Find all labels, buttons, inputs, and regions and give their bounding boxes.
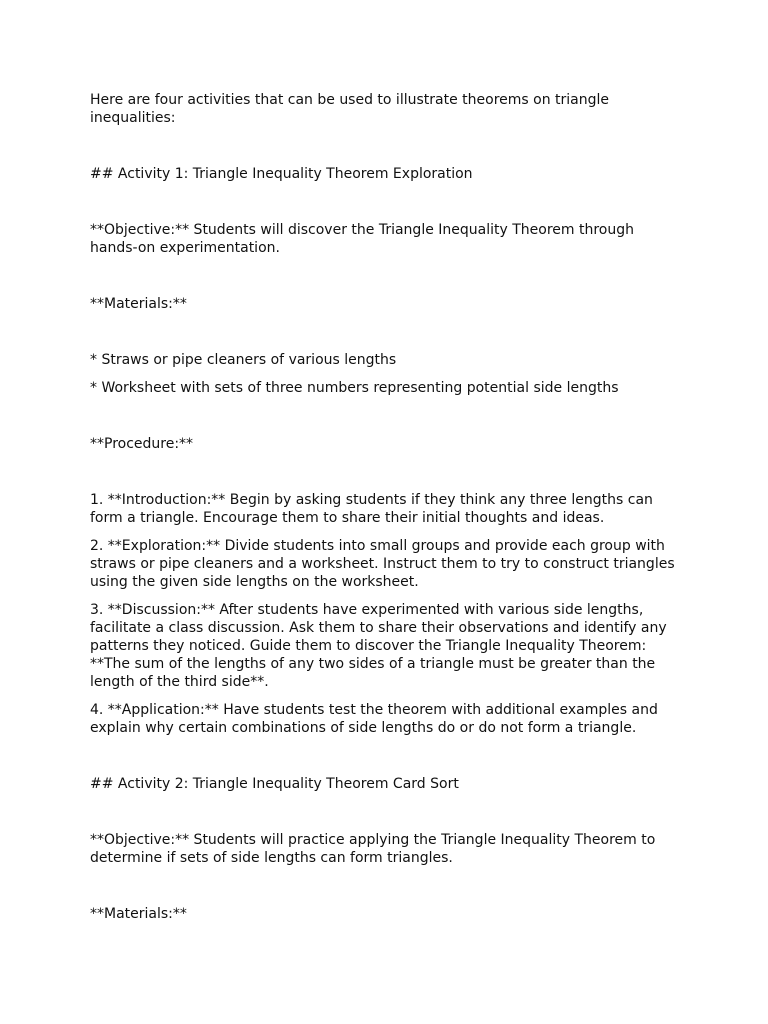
activity2-objective: **Objective:** Students will practice applying the Triangle Inequality Theorem to determine if sets of side lengths can form triangles.: [90, 832, 656, 866]
activity1-step: 2. **Exploration:** Divide students into small groups and provide each group with straws or pipe cleaners and a worksheet. Instruct them to try to construct triangles using the given side lengths on the worksheet.: [90, 538, 675, 590]
activity1-materials-label: **Materials:**: [90, 296, 187, 312]
activity1-procedure-label: **Procedure:**: [90, 436, 194, 452]
activity2-heading: ## Activity 2: Triangle Inequality Theorem Card Sort: [90, 776, 459, 792]
activity1-step: 3. **Discussion:** After students have experimented with various side lengths, facilitate a class discussion. Ask them to share their observations and identify any patterns they noticed. Guide them to discover the Triangle Inequality Theorem: **The sum of the lengths of any two sides of a triangle must be greater than the length of the third side**.: [90, 602, 667, 690]
activity1-material-item: * Straws or pipe cleaners of various lengths: [90, 352, 397, 368]
activity1-step: 4. **Application:** Have students test the theorem with additional examples and explain why certain combinations of side lengths do or do not form a triangle.: [90, 702, 658, 736]
activity1-step: 1. **Introduction:** Begin by asking students if they think any three lengths can form a triangle. Encourage them to share their initial thoughts and ideas.: [90, 492, 653, 526]
activity2-materials-label: **Materials:**: [90, 906, 187, 922]
activity1-material-item: * Worksheet with sets of three numbers representing potential side lengths: [90, 380, 619, 396]
intro-paragraph: Here are four activities that can be used to illustrate theorems on triangle inequalities:: [90, 92, 609, 126]
activity1-heading: ## Activity 1: Triangle Inequality Theorem Exploration: [90, 166, 473, 182]
activity1-objective: **Objective:** Students will discover the Triangle Inequality Theorem through hands-on experimentation.: [90, 222, 634, 256]
document-page: [90, 91, 680, 923]
